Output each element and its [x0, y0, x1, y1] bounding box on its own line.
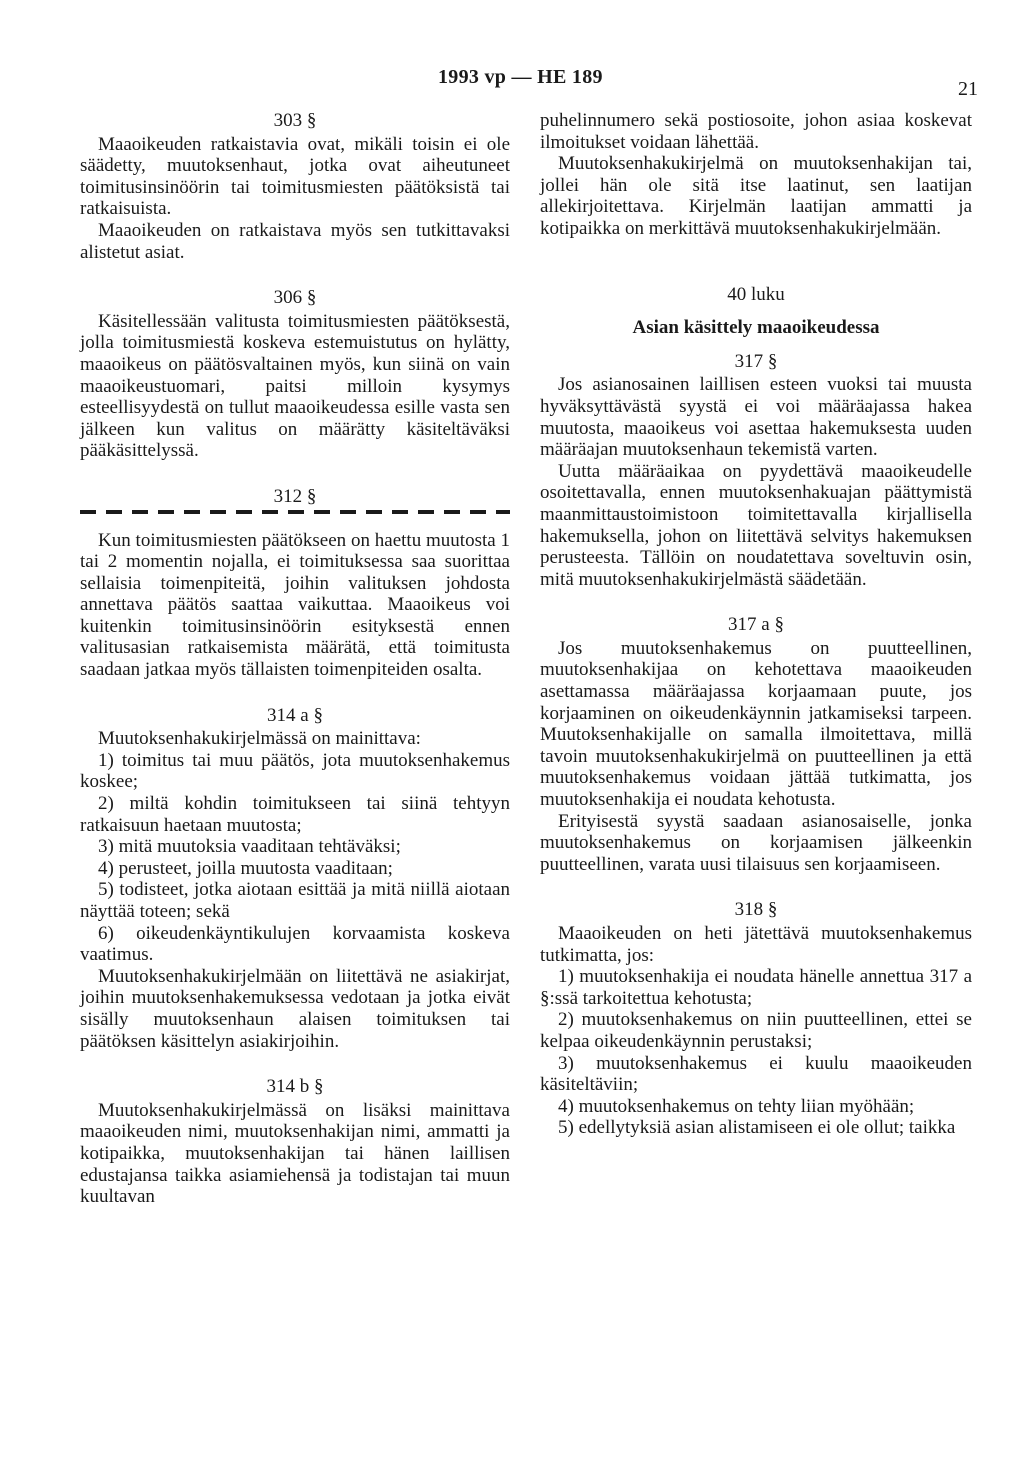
section-306-paragraph-1: Käsitellessään valitusta toimitusmiesten päätöksestä, jolla toimitusmiestä koskeva estemuistutus on hylätty, maaoikeus on päätösvaltainen myös, kun siinä on vain maaoikeustuomari, paitsi milloin kysymys esteellisyydestä on tullut maaoikeudessa esille vasta sen jälkeen kun valitus on määrätty käsiteltäväksi pääkäsittelyssä.	[80, 310, 510, 462]
continued-paragraph: puhelinnumero sekä postiosoite, johon asiaa koskevat ilmoitukset voidaan lähettää.	[540, 110, 972, 153]
section-317a-paragraph-1: Jos muutoksenhakemus on puutteellinen, muutoksenhakijaa on kehotettava maaoikeuden asettamassa määräajassa korjaamaan puute, jos korjaaminen on oikeudenkäynnin jatkamiseksi tarpeen. Muutoksenhakijalle on samalla ilmoitettava, millä tavoin muutoksenhakukirjelmä on puutteellinen ja että muutoksenhakemus voidaan jättää tutkimatta, jos muutoksenhakija ei noudata kehotusta.	[540, 637, 972, 811]
section-317a-paragraph-2: Erityisestä syystä saadaan asianosaiselle, jonka muutoksenhakemus on korjaamisen jälkeenkin puutteellinen, varata uusi tilaisuus sen korjaamiseen.	[540, 810, 972, 875]
list-item: 6) oikeudenkäyntikulujen korvaamista koskeva vaatimus.	[80, 922, 510, 966]
omission-dashes	[80, 510, 510, 514]
section-306-heading: 306 §	[273, 287, 317, 309]
section-303-paragraph-1: Maaoikeuden ratkaistavia ovat, mikäli toisin ei ole säädetty, muutoksenhaut, jotka ovat aiheutuneet toimitusinsinöörin tai toimitusmiesten päätöksistä tai ratkaisuista.	[80, 133, 510, 220]
chapter-number: 40 luku	[727, 283, 785, 305]
section-317-heading: 317 §	[734, 350, 778, 372]
section-314b-heading: 314 b §	[266, 1076, 324, 1098]
list-item: 5) todisteet, jotka aiotaan esittää ja mitä niillä aiotaan näyttää toteen; sekä	[80, 879, 510, 922]
left-column	[80, 110, 510, 1208]
section-303-paragraph-2: Maaoikeuden on ratkaistava myös sen tutkittavaksi alistetut asiat.	[80, 219, 510, 263]
continued-paragraph-2: Muutoksenhakukirjelmä on muutoksenhakijan tai, jollei hän ole sitä itse laatinut, sen laatijan allekirjoitettava. Kirjelmän laatijan ammatti ja kotipaikka on merkittävä muutoksenhakukirjelmään.	[540, 153, 972, 239]
list-item: 3) mitä muutoksia vaaditaan tehtäväksi;	[98, 836, 401, 858]
list-item: 2) muutoksenhakemus on niin puutteellinen, ettei se kelpaa oikeudenkäynnin perustaksi;	[540, 1009, 972, 1052]
section-317-paragraph-1: Jos asianosainen laillisen esteen vuoksi tai muusta hyväksyttävästä syystä ei voi määräajassa hakea muutosta, maaoikeus voi asettaa hakemuksesta uuden määräajan muutoksenhaun tekemistä varten.	[540, 374, 972, 461]
chapter-title: Asian käsittely maaoikeudessa	[632, 317, 880, 339]
list-item: 5) edellytyksiä asian alistamiseen ei ole ollut; taikka	[558, 1117, 956, 1139]
running-title: 1993 vp — HE 189	[438, 66, 603, 88]
right-column	[540, 110, 972, 1139]
section-314b-paragraph-1: Muutoksenhakukirjelmässä on lisäksi mainittava maaoikeuden nimi, muutoksenhakijan nimi, ammatti ja kotipaikka, muutoksenhakijan tai hänen laillisen edustajansa taikka asiamiehensä ja todistajan tai muun kuultavan	[80, 1099, 510, 1208]
page-number: 21	[958, 78, 978, 100]
section-317a-heading: 317 a §	[728, 614, 784, 636]
list-item: 1) toimitus tai muu päätös, jota muutoksenhakemus koskee;	[80, 749, 510, 793]
section-303-heading: 303 §	[273, 110, 317, 131]
page-header	[0, 62, 1024, 102]
list-item: 1) muutoksenhakija ei noudata hänelle annettua 317 a §:ssä tarkoitettua kehotusta;	[540, 966, 972, 1009]
section-314a-heading: 314 a §	[267, 704, 323, 726]
list-item: 2) miltä kohdin toimitukseen tai siinä tehtyyn ratkaisuun haetaan muutosta;	[80, 793, 510, 836]
list-item: 4) muutoksenhakemus on tehty liian myöhään;	[558, 1095, 915, 1117]
list-item: 3) muutoksenhakemus ei kuulu maaoikeuden käsiteltäviin;	[540, 1052, 972, 1096]
section-318-heading: 318 §	[734, 899, 778, 921]
section-318-intro: Maaoikeuden on heti jätettävä muutoksenhakemus tutkimatta, jos:	[540, 923, 972, 966]
section-314a-intro: Muutoksenhakukirjelmässä on mainittava:	[98, 728, 421, 750]
list-item: 4) perusteet, joilla muutosta vaaditaan;	[98, 857, 393, 879]
section-314a-paragraph-2: Muutoksenhakukirjelmään on liitettävä ne asiakirjat, joihin muutoksenhakemuksessa vedotaan ja jotka eivät sisälly muutoksenhaun alaisen toimituksen tai päätöksen käsittelyn asiakirjoihin.	[80, 965, 510, 1052]
section-317-paragraph-2: Uutta määräaikaa on pyydettävä maaoikeudelle osoitettavalla, ennen muutoksenhakuajan päättymistä maanmittaustoimistoon toimitettavalla kirjallisella hakemuksella, johon on liitettävä selvitys hakemuksen perusteesta. Tällöin on noudatettava soveltuvin osin, mitä muutoksenhakukirjelmästä säädetään.	[540, 460, 972, 590]
section-312-paragraph-1: Kun toimitusmiesten päätökseen on haettu muutosta 1 tai 2 momentin nojalla, ei toimituksessa saa suorittaa sellaisia toimenpiteitä, joihin valituksen johdosta annettava päätös saattaa vaikuttaa. Maaoikeus voi kuitenkin toimitusinsinöörin esityksestä ennen valitusasian ratkaisemista määrätä, että toimitusta saadaan jatkaa myös tällaisten toimenpiteiden osalta.	[80, 529, 510, 681]
section-312-heading: 312 §	[273, 485, 317, 507]
